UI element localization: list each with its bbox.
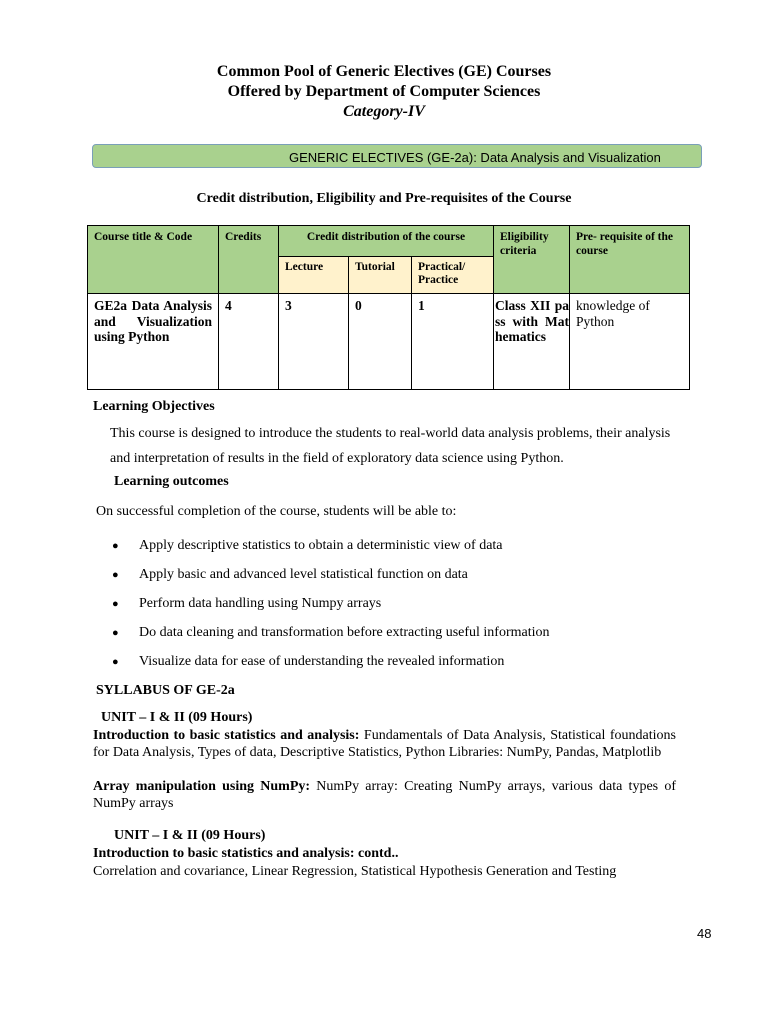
learning-outcomes-list [112, 533, 550, 678]
list-item [112, 533, 550, 562]
list-item-text: Visualize data for ease of understanding the revealed information [139, 654, 505, 669]
header-credit-distribution: Credit distribution of the course [279, 226, 494, 257]
learning-outcomes-intro: On successful completion of the course, students will be able to: [96, 504, 457, 519]
course-credit-table [87, 225, 690, 390]
table-row [88, 294, 690, 390]
subheader-lecture: Lecture [279, 257, 349, 294]
subheader-practical: Practical/ Practice [412, 257, 494, 294]
title-line-2: Offered by Department of Computer Sciences [227, 83, 541, 100]
credit-distribution-heading: Credit distribution, Eligibility and Pre-requisites of the Course [196, 191, 572, 206]
paragraph-1-lead: Introduction to basic statistics and analysis: [93, 728, 360, 743]
list-item-text: Apply descriptive statistics to obtain a deterministic view of data [139, 538, 503, 553]
course-banner-text: GENERIC ELECTIVES (GE-2a): Data Analysis and Visualization [289, 150, 661, 165]
cell-practical: 1 [412, 294, 494, 390]
page-number: 48 [697, 926, 712, 941]
list-item [112, 649, 550, 678]
document-title-block [0, 62, 768, 122]
bullet-icon: ● [112, 540, 119, 552]
bullet-icon: ● [112, 598, 119, 610]
bullet-icon: ● [112, 569, 119, 581]
unit-1-title: UNIT – I & II (09 Hours) [101, 710, 253, 725]
header-eligibility: Eligibility criteria [494, 226, 570, 294]
paragraph-2-body: NumPy array: Creating NumPy arrays, various data types of NumPy arrays [93, 779, 677, 811]
syllabus-paragraph-3: Correlation and covariance, Linear Regression, Statistical Hypothesis Generation and Testing [93, 864, 617, 879]
list-item-text: Apply basic and advanced level statistical function on data [139, 567, 468, 582]
learning-objectives-text: This course is designed to introduce the students to real-world data analysis problems, their analysis and interpretation of results in the field of exploratory data science using Python. [110, 426, 671, 466]
course-banner [92, 144, 702, 168]
header-course-title: Course title & Code [88, 226, 219, 294]
cell-course-title: GE2a Data Analysis and Visualization using Python [88, 294, 219, 390]
bullet-icon: ● [112, 627, 119, 639]
title-line-1: Common Pool of Generic Electives (GE) Courses [216, 63, 552, 80]
list-item [112, 620, 550, 649]
category-label: Category-IV [343, 103, 425, 120]
syllabus-heading: SYLLABUS OF GE-2a [96, 683, 235, 698]
subheader-tutorial: Tutorial [349, 257, 412, 294]
header-prerequisite: Pre- requisite of the course [570, 226, 690, 294]
learning-outcomes-heading: Learning outcomes [114, 474, 229, 489]
syllabus-contd-heading: Introduction to basic statistics and analysis: contd.. [93, 846, 399, 861]
paragraph-1-body: Fundamentals of Data Analysis, Statistical foundations for Data Analysis, Types of data, Descriptive Statistics, Python Libraries: NumPy, Pandas, Matplotlib [93, 728, 676, 760]
cell-lecture: 3 [279, 294, 349, 390]
syllabus-paragraph-1 [93, 727, 676, 761]
bullet-icon: ● [112, 656, 119, 668]
list-item-text: Perform data handling using Numpy arrays [139, 596, 382, 611]
cell-prerequisite: knowledge of Python [570, 294, 690, 390]
list-item [112, 591, 550, 620]
paragraph-2-lead: Array manipulation using NumPy: [93, 779, 311, 794]
learning-objectives-heading: Learning Objectives [93, 399, 215, 414]
syllabus-paragraph-2 [93, 778, 676, 812]
cell-tutorial: 0 [349, 294, 412, 390]
cell-credits: 4 [219, 294, 279, 390]
unit-2-title: UNIT – I & II (09 Hours) [114, 828, 266, 843]
list-item [112, 562, 550, 591]
list-item-text: Do data cleaning and transformation before extracting useful information [139, 625, 550, 640]
header-credits: Credits [219, 226, 279, 294]
cell-eligibility: Class XII pass with Mathematics [494, 294, 570, 390]
table-header-row [88, 226, 690, 257]
